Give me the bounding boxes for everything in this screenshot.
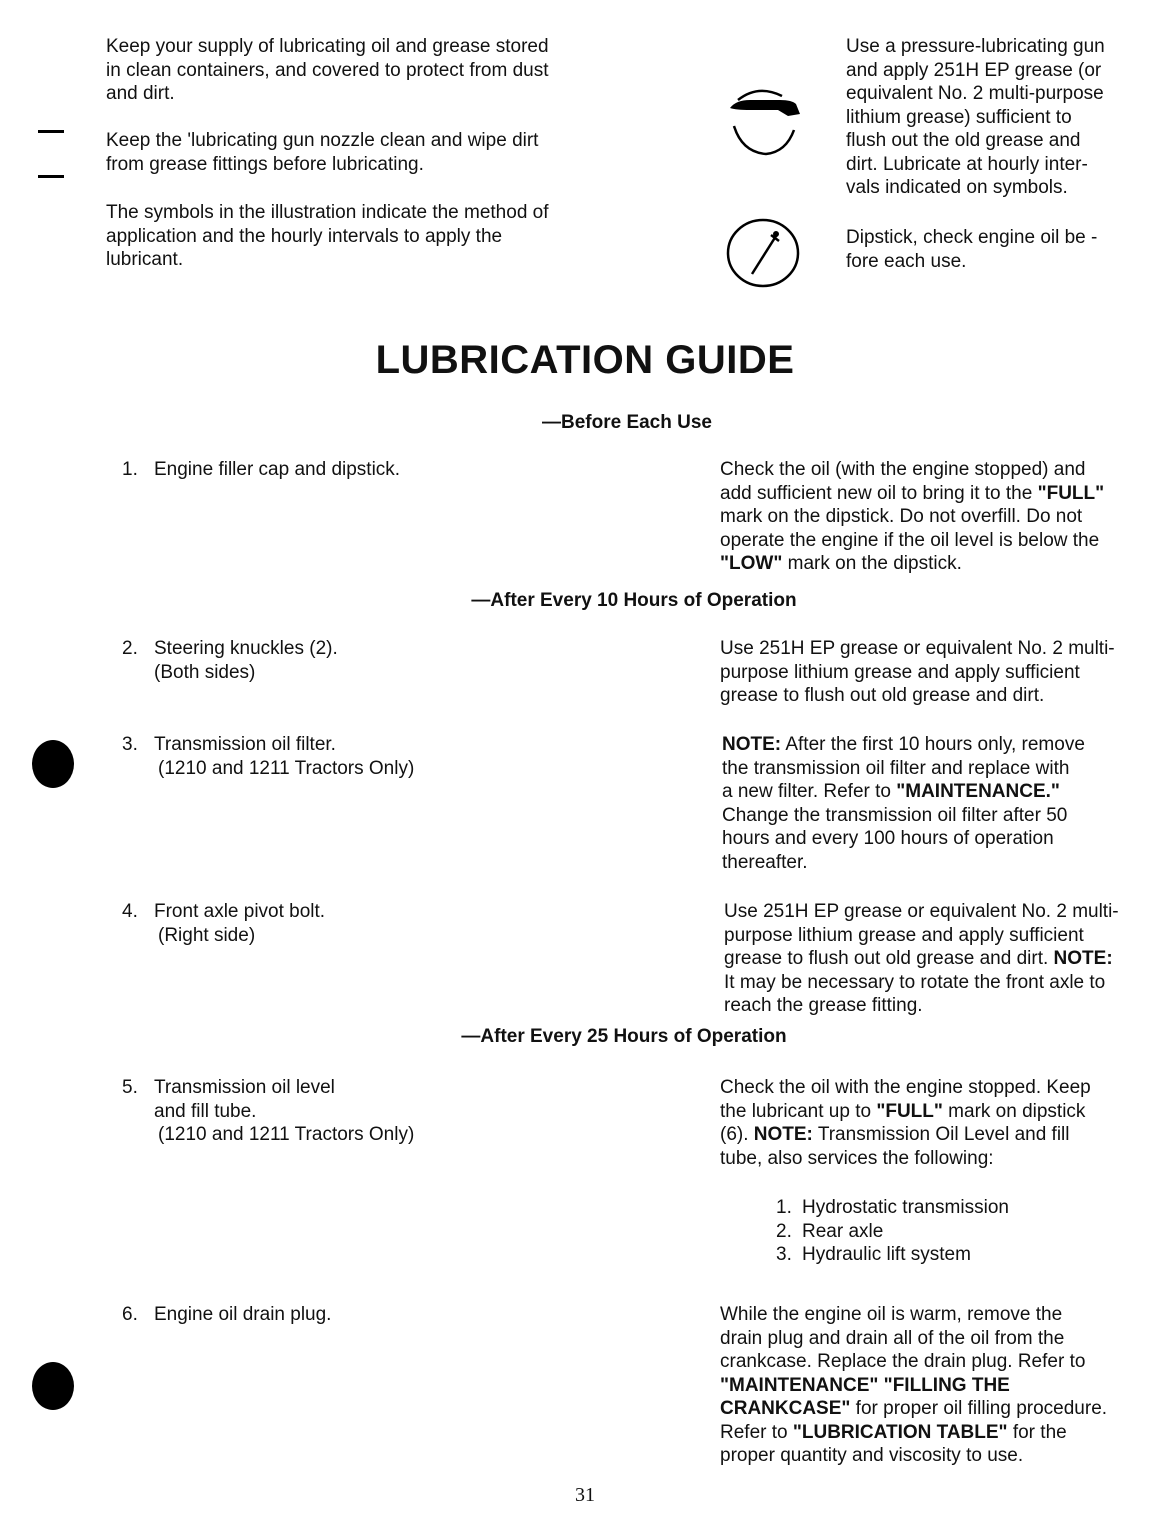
item-number: 3.: [122, 734, 138, 755]
page-title: LUBRICATION GUIDE: [375, 338, 795, 382]
desc-line: purpose lithium grease and apply sufficient: [724, 924, 1084, 946]
item-number: 2.: [122, 638, 138, 659]
lube-desc-3: [722, 733, 1142, 874]
section-before-each-use: —Before Each Use: [541, 412, 712, 433]
lube-item-6: [122, 1303, 542, 1327]
desc-text: After the first 10 hours only, remove: [781, 734, 1085, 755]
desc-text: Refer to: [720, 1421, 793, 1443]
legend-grease-line: Use a pressure-lubricating gun: [846, 36, 1105, 57]
margin-mark-bottom: [38, 175, 64, 178]
desc-line: [720, 1123, 1140, 1147]
lube-item-3: [122, 733, 542, 780]
legend-grease-line: lithium grease) sufficient to: [846, 106, 1072, 128]
desc-line: [720, 552, 1140, 576]
intro-storage-paragraph: [106, 35, 586, 106]
desc-emphasis: "MAINTENANCE.": [896, 781, 1060, 802]
desc-line: [720, 482, 1140, 506]
desc-line: proper quantity and viscosity to use.: [720, 1445, 1024, 1466]
binding-hole-upper: [32, 740, 74, 788]
desc-emphasis: NOTE:: [1053, 948, 1113, 969]
desc-line: thereafter.: [722, 851, 808, 873]
desc-line: It may be necessary to rotate the front axle to: [724, 971, 1106, 993]
item-label: Engine oil drain plug.: [154, 1304, 332, 1325]
item-sublabel: and fill tube.: [154, 1100, 257, 1122]
desc-line: purpose lithium grease and apply sufficient: [720, 661, 1080, 683]
dipstick-icon: [722, 216, 806, 290]
lube-desc-5: [720, 1076, 1140, 1170]
list-number: 2.: [776, 1220, 792, 1242]
item-sublabel: (1210 and 1211 Tractors Only): [158, 757, 415, 779]
desc-line: Check the oil with the engine stopped. Keep: [720, 1077, 1091, 1098]
desc-line: hours and every 100 hours of operation: [722, 828, 1054, 849]
desc-line: grease to flush out old grease and dirt.: [720, 685, 1045, 706]
desc-line: [720, 1100, 1140, 1124]
services-list: [776, 1196, 1076, 1267]
list-text: Rear axle: [802, 1220, 884, 1242]
lube-item-2: [122, 637, 542, 684]
intro-nozzle-line: Keep the 'lubricating gun nozzle clean and wipe dirt: [106, 130, 539, 151]
intro-storage-line: Keep your supply of lubricating oil and grease stored: [106, 36, 549, 57]
lube-desc-2: [720, 637, 1140, 708]
desc-line: [722, 733, 1142, 757]
lube-item-4: [122, 900, 542, 947]
item-label: Transmission oil filter.: [154, 734, 336, 755]
desc-line: mark on the dipstick. Do not overfill. Do not: [720, 506, 1083, 527]
desc-line: [720, 1421, 1140, 1445]
intro-symbols-line: The symbols in the illustration indicate the method of: [106, 202, 549, 223]
desc-text: (6).: [720, 1124, 754, 1145]
item-sublabel: (Right side): [158, 924, 256, 946]
desc-line: tube, also services the following:: [720, 1147, 994, 1169]
desc-emphasis: "FULL": [876, 1100, 943, 1122]
lube-desc-4: [724, 900, 1144, 1018]
desc-line: drain plug and drain all of the oil from the: [720, 1327, 1065, 1349]
list-text: Hydrostatic transmission: [802, 1197, 1009, 1218]
section-every-25-hours: —After Every 25 Hours of Operation: [461, 1026, 787, 1047]
desc-text: a new filter. Refer to: [722, 781, 897, 802]
desc-text: the lubricant up to: [720, 1100, 877, 1122]
desc-line: Use 251H EP grease or equivalent No. 2 multi-: [720, 638, 1115, 659]
desc-emphasis: "LUBRICATION TABLE": [792, 1421, 1008, 1443]
desc-emphasis: CRANKCASE": [720, 1398, 851, 1419]
desc-text: Transmission Oil Level and fill: [812, 1124, 1070, 1145]
intro-symbols-paragraph: [106, 201, 586, 272]
services-list-item: [776, 1243, 1076, 1267]
section-every-10-hours: —After Every 10 Hours of Operation: [471, 590, 797, 611]
desc-line: the transmission oil filter and replace with: [722, 757, 1070, 779]
page-number: 31: [575, 1484, 595, 1506]
legend-grease-line: and apply 251H EP grease (or: [846, 59, 1102, 81]
intro-symbols-line: application and the hourly intervals to apply the: [106, 225, 503, 247]
item-number: 5.: [122, 1077, 138, 1098]
desc-line: operate the engine if the oil level is below the: [720, 529, 1100, 551]
desc-line: [724, 947, 1144, 971]
desc-text: add sufficient new oil to bring it to the: [720, 482, 1038, 504]
desc-line: "MAINTENANCE" "FILLING THE: [720, 1374, 1010, 1396]
services-list-item: [776, 1196, 1076, 1220]
desc-emphasis: "FULL": [1037, 482, 1105, 504]
item-number: 4.: [122, 901, 138, 922]
binding-hole-lower: [32, 1362, 74, 1410]
legend-dipstick-line: Dipstick, check engine oil be -: [846, 227, 1098, 248]
desc-line: While the engine oil is warm, remove the: [720, 1304, 1063, 1325]
list-number: 3.: [776, 1244, 792, 1265]
desc-line: crankcase. Replace the drain plug. Refer to: [720, 1351, 1086, 1372]
desc-line: Use 251H EP grease or equivalent No. 2 multi-: [724, 901, 1119, 922]
intro-symbols-line: lubricant.: [106, 249, 184, 270]
lube-desc-1: [720, 458, 1140, 576]
desc-text: mark on dipstick: [942, 1100, 1086, 1122]
list-text: Hydraulic lift system: [802, 1244, 971, 1265]
item-label: Engine filler cap and dipstick.: [154, 459, 401, 480]
item-sublabel: (Both sides): [154, 661, 256, 683]
desc-emphasis: "LOW": [720, 553, 783, 574]
list-number: 1.: [776, 1197, 792, 1218]
desc-line: [720, 1397, 1140, 1421]
intro-nozzle-line: from grease fittings before lubricating.: [106, 153, 424, 175]
desc-line: reach the grease fitting.: [724, 995, 923, 1016]
legend-dipstick-line: fore each use.: [846, 250, 967, 272]
services-list-item: [776, 1220, 1076, 1244]
intro-storage-line: and dirt.: [106, 83, 175, 104]
desc-emphasis: NOTE:: [722, 734, 782, 755]
desc-line: [722, 780, 1142, 804]
desc-line: Check the oil (with the engine stopped) and: [720, 459, 1086, 480]
desc-line: Change the transmission oil filter after 50: [722, 804, 1068, 826]
desc-text: for proper oil filling procedure.: [850, 1398, 1108, 1419]
item-sublabel: (1210 and 1211 Tractors Only): [158, 1124, 415, 1145]
item-number: 1.: [122, 459, 138, 480]
lube-desc-6: [720, 1303, 1140, 1468]
item-label: Steering knuckles (2).: [154, 638, 338, 659]
intro-storage-line: in clean containers, and covered to protect from dust: [106, 59, 549, 81]
item-number: 6.: [122, 1304, 138, 1325]
legend-grease-line: equivalent No. 2 multi-purpose: [846, 83, 1104, 104]
intro-nozzle-paragraph: [106, 129, 586, 176]
lube-item-5: [122, 1076, 542, 1147]
desc-text: mark on the dipstick.: [782, 553, 962, 574]
item-label: Transmission oil level: [154, 1077, 335, 1098]
desc-emphasis: NOTE:: [753, 1124, 813, 1145]
grease-gun-icon: [716, 82, 806, 162]
legend-grease-gun-text: [846, 35, 1126, 200]
desc-text: grease to flush out old grease and dirt.: [724, 948, 1054, 969]
lube-item-1: [122, 458, 542, 482]
desc-text: for the: [1007, 1421, 1067, 1443]
margin-mark-top: [38, 130, 64, 133]
legend-grease-line: vals indicated on symbols.: [846, 177, 1068, 198]
legend-dipstick-text: [846, 226, 1126, 273]
item-label: Front axle pivot bolt.: [154, 901, 326, 922]
legend-grease-line: dirt. Lubricate at hourly inter-: [846, 153, 1088, 175]
legend-grease-line: flush out the old grease and: [846, 130, 1081, 151]
